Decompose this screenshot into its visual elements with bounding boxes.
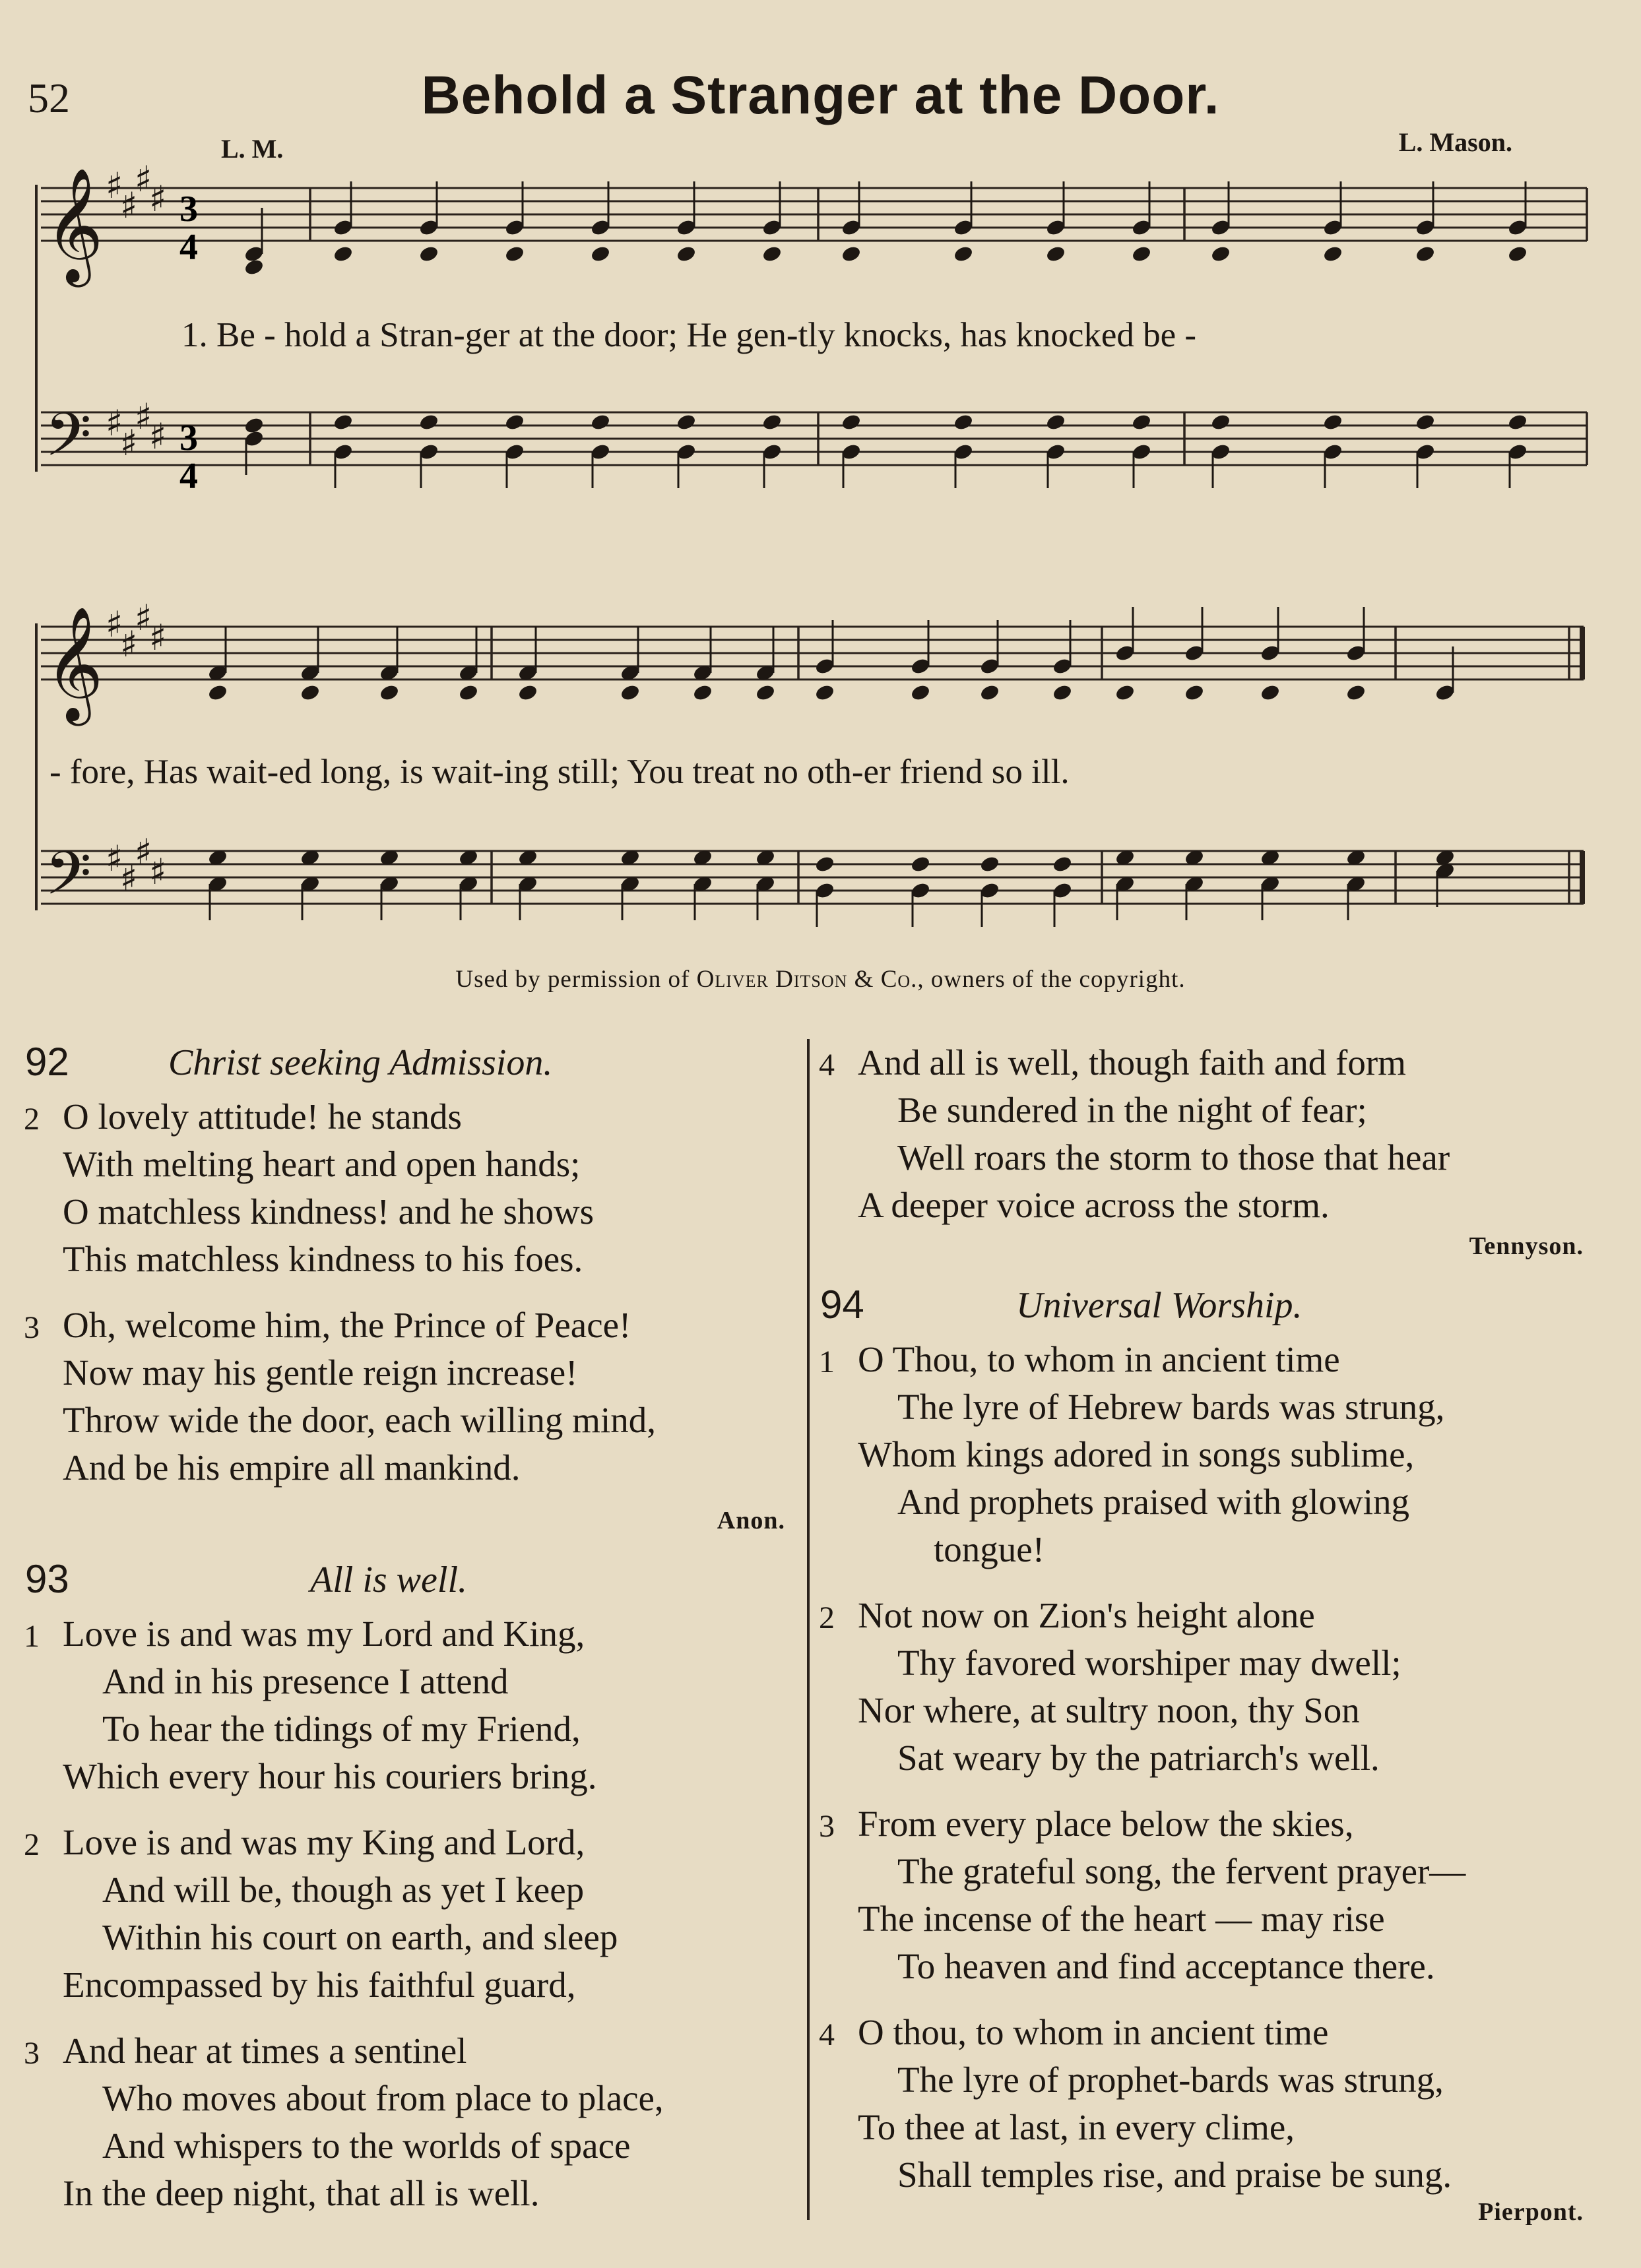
- stanza-number: 1: [24, 1619, 40, 1654]
- verse-line: The lyre of Hebrew bards was strung,: [897, 1387, 1445, 1427]
- stanza: [20, 2027, 785, 2217]
- clefs-and-keys: [45, 158, 166, 923]
- verse-line: Within his court on earth, and sleep: [102, 1917, 618, 1957]
- sharp-icon: ♯: [149, 617, 167, 658]
- stanza: [20, 1302, 785, 1492]
- verse-line: And prophets praised with glowing: [897, 1482, 1410, 1522]
- sharp-icon: ♯: [149, 851, 167, 893]
- lyrics-line-1: 1. Be - hold a Stran-ger at the door; He gen-tly knocks, has knocked be -: [181, 316, 1197, 354]
- verse-line: Sat weary by the patriarch's well.: [897, 1738, 1380, 1778]
- verse-line: Now may his gentle reign increase!: [63, 1352, 578, 1393]
- verse-line: Thy favored worshiper may dwell;: [897, 1643, 1401, 1683]
- hymn-title: Christ seeking Admission.: [168, 1042, 553, 1083]
- verse-line: tongue!: [934, 1529, 1045, 1569]
- verse-line: This matchless kindness to his foes.: [63, 1239, 583, 1279]
- hymn-title: All is well.: [310, 1559, 467, 1600]
- verse-line: The incense of the heart — may rise: [858, 1899, 1385, 1939]
- stanza-number: 2: [24, 1827, 40, 1862]
- stanza-number: 3: [24, 2036, 40, 2071]
- composer-label: L. Mason.: [1398, 127, 1512, 157]
- page-number: 52: [28, 75, 70, 121]
- verse-line: Throw wide the door, each willing mind,: [63, 1400, 656, 1440]
- stanza-number: 3: [24, 1310, 40, 1345]
- verse-line: 3 And hear at times a sentinel: [20, 2027, 785, 2075]
- sharp-icon: ♯: [106, 604, 123, 645]
- bass-clef-icon: 𝄢: [45, 400, 92, 484]
- treble-clef-icon: 𝄞: [45, 168, 104, 282]
- verse-line: Be sundered in the night of fear;: [897, 1090, 1367, 1130]
- verse-line: And will be, though as yet I keep: [102, 1870, 585, 1910]
- verse-line: Encompassed by his faithful guard,: [63, 1965, 576, 2005]
- sharp-icon: ♯: [120, 185, 138, 226]
- stanza: [815, 1592, 1584, 1782]
- stanza-number: 4: [819, 1048, 835, 1083]
- barlines: [36, 185, 1587, 910]
- verse-line: 3 From every place below the skies,: [815, 1800, 1584, 1848]
- hymn-title: Universal Worship.: [1016, 1285, 1303, 1326]
- sharp-icon: ♯: [135, 831, 152, 873]
- verse-line: Shall temples rise, and praise be sung.: [897, 2155, 1452, 2195]
- verse-line: 2 Love is and was my King and Lord,: [20, 1819, 785, 1866]
- stanza: [20, 1819, 785, 2009]
- verse-line: And be his empire all mankind.: [63, 1447, 521, 1488]
- hymn-author: Anon.: [717, 1507, 785, 1534]
- verse-line: To hear the tidings of my Friend,: [102, 1709, 581, 1749]
- sharp-icon: ♯: [120, 623, 138, 665]
- column-divider: [807, 1039, 810, 2220]
- hymn-number: 93: [25, 1557, 69, 1601]
- time-signature-top-bass: 3: [179, 418, 198, 458]
- stanza-number: 1: [819, 1344, 835, 1379]
- left-column: [20, 1039, 785, 2236]
- verse-line: To thee at last, in every clime,: [858, 2107, 1295, 2147]
- verse-line: Which every hour his couriers bring.: [63, 1756, 597, 1796]
- verse-line: Nor where, at sultry noon, thy Son: [858, 1690, 1360, 1730]
- stanza-number: 4: [819, 2017, 835, 2052]
- tune-title: Behold a Stranger at the Door.: [421, 65, 1220, 125]
- sharp-icon: ♯: [135, 396, 152, 437]
- sharp-icon: ♯: [106, 165, 123, 206]
- copyright-credit: [0, 965, 1641, 993]
- sharp-icon: ♯: [106, 838, 123, 879]
- verse-line: 1 Love is and was my Lord and King,: [20, 1610, 785, 1658]
- stanza: [20, 1093, 785, 1283]
- sharp-icon: ♯: [135, 158, 152, 200]
- verse-line: 1 O Thou, to whom in ancient time: [815, 1336, 1584, 1383]
- hymn-number: 94: [820, 1282, 864, 1327]
- credit-suffix: , owners of the copyright.: [917, 966, 1186, 993]
- meter-label: L. M.: [221, 134, 284, 164]
- time-signature-bottom-bass: 4: [179, 456, 198, 497]
- verse-line: To heaven and find acceptance there.: [897, 1946, 1435, 1986]
- stanza-number: 3: [819, 1809, 835, 1844]
- time-signature-top: 3: [179, 189, 198, 230]
- staff-lines: [41, 188, 1587, 904]
- verse-line: The lyre of prophet-bards was strung,: [897, 2060, 1444, 2100]
- hymn-93-header: [20, 1556, 785, 1610]
- music-score: [0, 0, 1641, 963]
- verse-line: Whom kings adored in songs sublime,: [858, 1434, 1415, 1474]
- lyrics-line-2: - fore, Has wait-ed long, is wait-ing still; You treat no oth-er friend so ill.: [49, 753, 1070, 791]
- sharp-icon: ♯: [135, 597, 152, 639]
- verse-line: O matchless kindness! and he shows: [63, 1191, 595, 1232]
- hymn-94-header: [815, 1282, 1584, 1336]
- verse-line: Who moves about from place to place,: [102, 2078, 664, 2118]
- sharp-icon: ♯: [149, 416, 167, 457]
- verse-line: The grateful song, the fervent prayer—: [897, 1851, 1466, 1891]
- sharp-icon: ♯: [106, 402, 123, 444]
- verse-line: 2 Not now on Zion's height alone: [815, 1592, 1584, 1639]
- hymn-author: Pierpont.: [1478, 2198, 1584, 2226]
- verse-line: 4 O thou, to whom in ancient time: [815, 2009, 1584, 2056]
- sharp-icon: ♯: [120, 858, 138, 899]
- verse-line: Well roars the storm to those that hear: [897, 1137, 1450, 1178]
- verse-line: And whispers to the worlds of space: [102, 2126, 631, 2166]
- verse-line: 2 O lovely attitude! he stands: [20, 1093, 785, 1141]
- stanza: [815, 1800, 1584, 1990]
- verse-line: 4 And all is well, though faith and form: [815, 1039, 1584, 1087]
- verse-line: And in his presence I attend: [102, 1661, 509, 1701]
- stanza: [815, 1039, 1584, 1229]
- stanza: [815, 2009, 1584, 2199]
- bass-clef-icon: 𝄢: [45, 838, 92, 923]
- hymn-92-header: [20, 1039, 785, 1093]
- treble-clef-icon: 𝄞: [45, 606, 104, 721]
- verse-line: A deeper voice across the storm.: [858, 1185, 1330, 1225]
- hymn-number: 92: [25, 1040, 69, 1084]
- credit-firm: Oliver Ditson & Co.: [696, 966, 918, 993]
- stanza: [20, 1610, 785, 1800]
- hymn-author: Tennyson.: [1469, 1232, 1584, 1260]
- right-column: [815, 1039, 1584, 2234]
- verse-line: 3 Oh, welcome him, the Prince of Peace!: [20, 1302, 785, 1349]
- verse-line: With melting heart and open hands;: [63, 1144, 581, 1184]
- notes: [207, 181, 1528, 927]
- time-signature-bottom: 4: [179, 227, 198, 268]
- stanza-number: 2: [819, 1600, 835, 1635]
- stanza: [815, 1336, 1584, 1573]
- stanza-number: 2: [24, 1102, 40, 1137]
- verse-line: In the deep night, that all is well.: [63, 2173, 540, 2213]
- credit-prefix: Used by permission of: [455, 966, 697, 993]
- sharp-icon: ♯: [149, 178, 167, 220]
- sharp-icon: ♯: [120, 422, 138, 464]
